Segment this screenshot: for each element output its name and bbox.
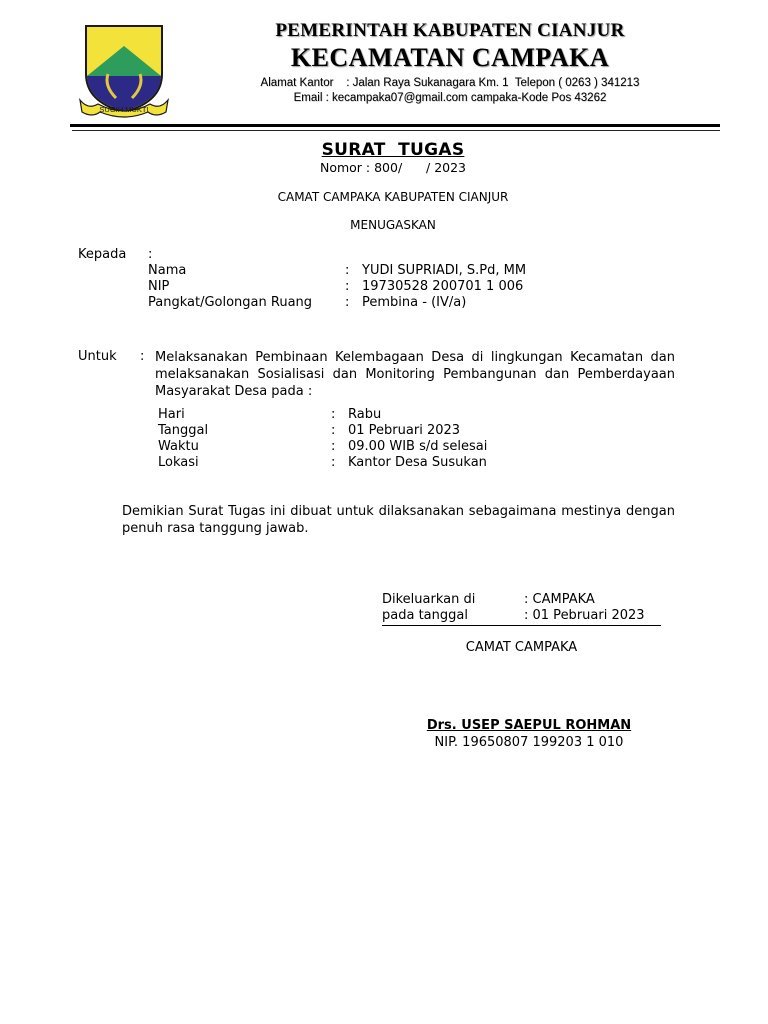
detail-value-tanggal: 01 Pebruari 2023 xyxy=(348,423,461,438)
detail-label-lokasi: Lokasi xyxy=(158,455,199,470)
detail-colon: : xyxy=(331,439,336,454)
recipient-colon: : xyxy=(148,247,153,262)
signatory-name: Drs. USEP SAEPUL ROHMAN xyxy=(426,718,632,733)
recipient-label: Kepada xyxy=(78,247,127,262)
issued-at-label: Dikeluarkan di xyxy=(382,592,476,607)
field-value-nama: YUDI SUPRIADI, S.Pd, MM xyxy=(362,263,527,278)
detail-colon: : xyxy=(331,455,336,470)
detail-label-waktu: Waktu xyxy=(158,439,199,454)
issued-date-value: : 01 Pebruari 2023 xyxy=(524,608,645,623)
purpose-label: Untuk xyxy=(78,349,117,364)
detail-colon: : xyxy=(331,407,336,422)
signatory-position: CAMAT CAMPAKA xyxy=(465,640,578,655)
detail-value-lokasi: Kantor Desa Susukan xyxy=(348,455,487,470)
detail-label-hari: Hari xyxy=(158,407,185,422)
office-address: Alamat Kantor : Jalan Raya Sukanagara Km. 1 Telepon ( 0263 ) 341213 xyxy=(260,77,640,89)
issued-at-value: : CAMPAKA xyxy=(524,592,595,607)
purpose-text: Melaksanakan Pembinaan Kelembagaan Desa di lingkungan Kecamatan dan melaksanakan Sosialisasi dan Monitoring Pembangunan dan Pemberdayaan Masyarakat Desa pada : xyxy=(155,350,675,399)
regency-crest-logo xyxy=(78,24,170,118)
action-line: MENUGASKAN xyxy=(350,218,436,232)
detail-colon: : xyxy=(331,423,336,438)
signature-divider xyxy=(382,625,661,626)
field-colon: : xyxy=(345,279,350,294)
closing-paragraph: Demikian Surat Tugas ini dibuat untuk dilaksanakan sebagaimana mestinya dengan penuh rasa tanggung jawab. xyxy=(122,504,675,536)
office-email: Email : kecampaka07@gmail.com campaka-Kode Pos 43262 xyxy=(293,92,607,104)
field-value-pangkat: Pembina - (IV/a) xyxy=(362,295,467,310)
field-label-nip: NIP xyxy=(148,279,170,294)
signatory-nip: NIP. 19650807 199203 1 010 xyxy=(434,735,624,750)
district-name: KECAMATAN CAMPAKA xyxy=(290,43,610,72)
field-colon: : xyxy=(345,263,350,278)
detail-value-hari: Rabu xyxy=(348,407,382,422)
field-label-nama: Nama xyxy=(148,263,187,278)
government-name: PEMERINTAH KABUPATEN CIANJUR xyxy=(275,20,625,41)
svg-text:SUGIH MUKTI: SUGIH MUKTI xyxy=(99,105,149,114)
letterhead-divider-thick xyxy=(70,124,720,127)
letterhead-divider-thin xyxy=(72,130,720,131)
detail-label-tanggal: Tanggal xyxy=(158,423,209,438)
issuer-line: CAMAT CAMPAKA KABUPATEN CIANJUR xyxy=(277,190,509,204)
document-title: SURAT TUGAS xyxy=(321,140,465,160)
issued-date-label: pada tanggal xyxy=(382,608,468,623)
field-label-pangkat: Pangkat/Golongan Ruang xyxy=(148,295,313,310)
purpose-colon: : xyxy=(140,349,145,364)
field-value-nip: 19730528 200701 1 006 xyxy=(362,279,524,294)
field-colon: : xyxy=(345,295,350,310)
sugih-mukti-crest-icon xyxy=(78,24,170,118)
detail-value-waktu: 09.00 WIB s/d selesai xyxy=(348,439,488,454)
document-number: Nomor : 800/ / 2023 xyxy=(319,160,467,175)
